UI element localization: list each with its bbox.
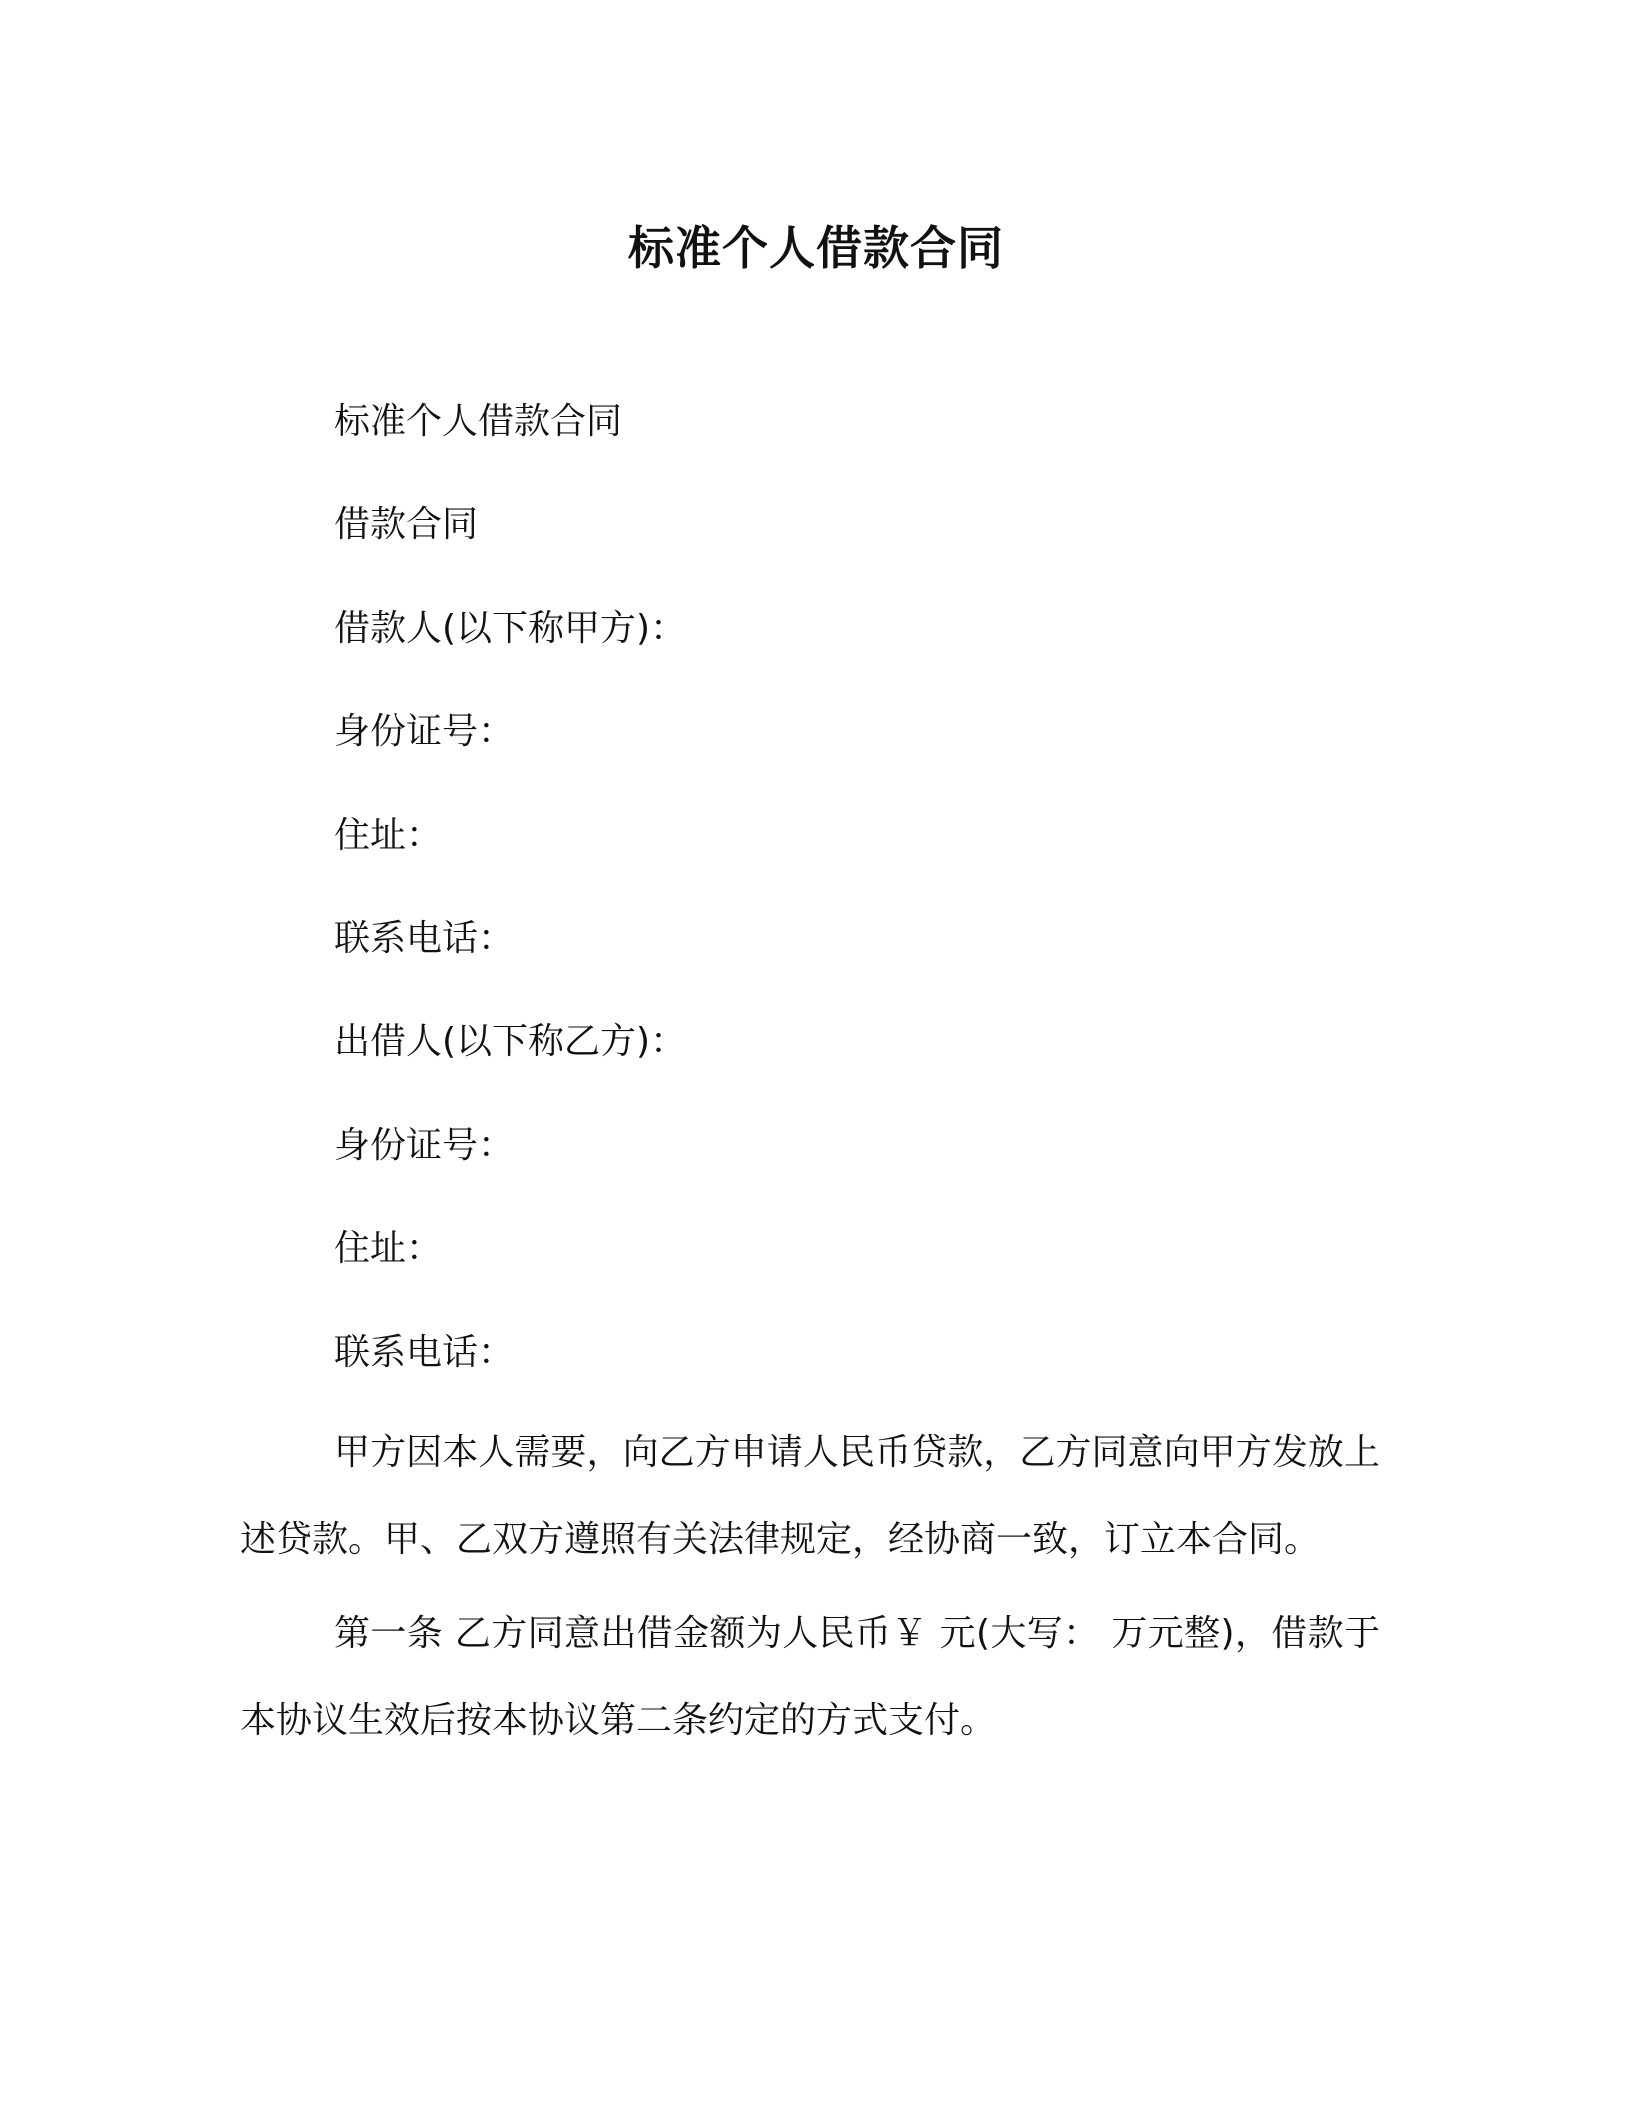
article-one-paragraph: 第一条 乙方同意出借金额为人民币￥ 元(大写： 万元整)，借款于本协议生效后按本协议第二条约定的方式支付。 — [240, 1613, 1380, 1741]
borrower-address-label: 住址： — [334, 815, 443, 856]
lender-label: 出借人(以下称乙方)： — [334, 1021, 687, 1062]
contract-name-line: 借款合同 — [334, 504, 479, 545]
preamble-paragraph: 甲方因本人需要，向乙方申请人民币贷款，乙方同意向甲方发放上述贷款。甲、乙双方遵照有关法律规定，经协商一致，订立本合同。 — [240, 1432, 1380, 1560]
borrower-label: 借款人(以下称甲方)： — [334, 608, 687, 649]
lender-id-label: 身份证号： — [334, 1125, 515, 1166]
lender-phone-label: 联系电话： — [334, 1332, 515, 1373]
borrower-phone-label: 联系电话： — [334, 918, 515, 959]
subtitle-line: 标准个人借款合同 — [334, 401, 623, 442]
borrower-id-label: 身份证号： — [334, 711, 515, 752]
document-title: 标准个人借款合同 — [628, 221, 1004, 275]
lender-address-label: 住址： — [334, 1228, 443, 1269]
